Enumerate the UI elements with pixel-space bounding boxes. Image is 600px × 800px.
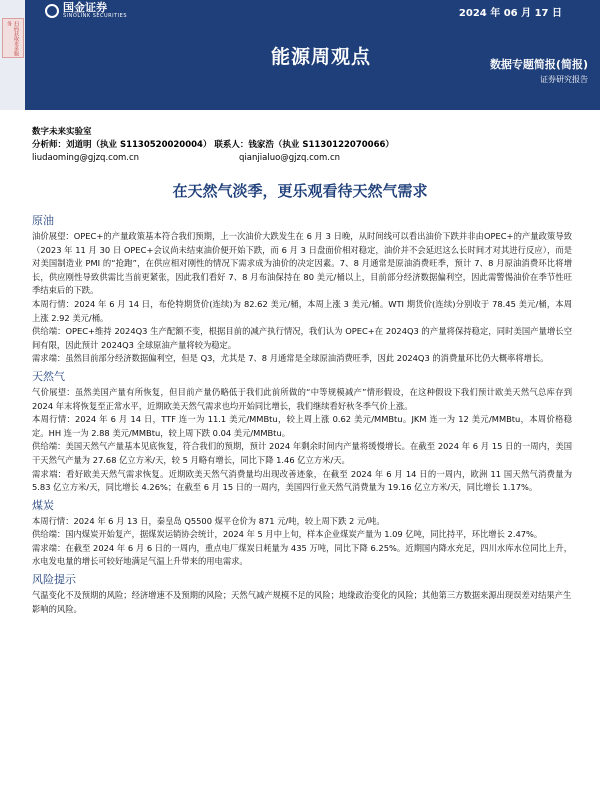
logo-icon — [45, 4, 59, 18]
paragraph: 气价展望：虽然美国产量有所恢复，但目前产量仍略低于我们此前所做的“中等规模减产”情形假设，在这种假设下我们预计欧美天然气总库存到 2024 年末将恢复至正常水平，近期欧美天然气需求也均开始同比增长，我们继续看好秋冬季气价上涨。 — [32, 386, 572, 411]
section-title: 风险提示 — [32, 573, 76, 587]
report-body — [32, 210, 572, 616]
paragraph: 需求端：虽然目前部分经济数据偏利空，但是 Q3，尤其是 7、8 月通常是全球原油消费旺季，因此 2024Q3 的消费量环比仍大概率将增长。 — [32, 353, 549, 364]
seal-text: 扫码获取更多服务 — [6, 21, 19, 56]
paragraph: 供给端：美国天然气产量基本见底恢复，符合我们的预期，预计 2024 年剩余时间内产量将缓慢增长。在截至 2024 年 6 月 15 日的一周内，美国干天然气产量为 27.68 亿立方米/天，较 5 月略有增长，同比下降 1.46 亿立方米/天。 — [32, 441, 572, 465]
section-title: 天然气 — [32, 369, 65, 383]
paragraph: 供给端：OPEC+维持 2024Q3 生产配额不变，根据目前的减产执行情况，我们认为 OPEC+在 2024Q3 的产量将保持稳定，同时美国产量增长空间有限，因此预计 2024Q3 全球原油产量将较为稳定。 — [32, 326, 572, 350]
section-coal — [32, 497, 572, 569]
brand-name-en: SINOLINK SECURITIES — [63, 13, 127, 19]
report-header — [25, 0, 600, 110]
paragraph: 本周行情：2024 年 6 月 14 日，布伦特期货价(连续)为 82.62 美元/桶，本周上涨 3 美元/桶。WTI 期货价(连续)分别收于 78.45 美元/桶，本周上涨 2.92 美元/桶。 — [32, 298, 572, 323]
paragraph: 气温变化不及预期的风险；经济增速不及预期的风险；天然气减产规模不足的风险；地缘政治变化的风险；其他第三方数据来源出现误差对结果产生影响的风险。 — [32, 590, 572, 614]
main-headline: 在天然气淡季，更乐观看待天然气需求 — [172, 182, 428, 200]
brand-name: 国金证券 — [63, 1, 107, 14]
analyst-block — [32, 126, 394, 165]
qr-seal — [2, 18, 24, 58]
report-type: 数据专题简报(简报) — [489, 58, 588, 71]
paragraph: 本周行情：2024 年 6 月 13 日，秦皇岛 Q5500 煤平仓价为 871 元/吨，较上周下跌 2 元/吨。 — [32, 515, 385, 526]
lab-name: 数字未来实验室 — [32, 127, 92, 137]
report-subtype: 证券研究报告 — [540, 75, 588, 84]
paragraph: 需求端：在截至 2024 年 6 月 6 日的一周内，重点电厂煤炭日耗量为 435 万吨，同比下降 6.25%。近期国内降水充足，四川水库水位同比上升，水电发电量的增长可较好地满足气温上升带来的用电需求。 — [32, 542, 572, 567]
report-title: 能源周观点 — [271, 46, 372, 68]
section-natural-gas — [32, 368, 572, 495]
section-crude-oil — [32, 212, 572, 366]
section-title: 煤炭 — [32, 498, 54, 512]
paragraph: 油价展望：OPEC+的产量政策基本符合我们预期，上一次油价大跌发生在 6 月 3 日晚，从时间线可以看出油价下跌并非由OPEC+的产量政策导致（2023 年 11 月 30 日 OPEC+会议尚未结束油价便开始下跌，而 6 月 3 日盘面价相对稳定，油价并不会延迟这么长时间才对其进行反应），而是对美国制造业 PMI 的“抢跑”，在供应相对刚性的情况下需求成为油价的决定因素。7、8 月通常是原油消费旺季，预计 7、8 月原油消费环比将增长，供应刚性导致供需比当前更紧张，因此我们看好 7、8 月布油保持在 80 美元/桶以上，目前部分经济数据偏利空，因此需警惕油价在季节性旺季结束后的下跌。 — [32, 231, 572, 296]
section-title: 原油 — [32, 214, 54, 227]
brand-logo — [45, 2, 127, 20]
analyst-line: 分析师：刘道明（执业 S1130520020004） 联系人：钱家浩（执业 S1130122070066） — [32, 140, 394, 150]
paragraph: 供给端：国内煤炭开始复产，据煤炭运销协会统计，2024 年 5 月中上旬，样本企业煤炭产量为 1.09 亿吨，同比持平，环比增长 2.47%。 — [32, 529, 543, 540]
report-date: 2024 年 06 月 17 日 — [458, 8, 562, 19]
paragraph: 需求端：看好欧美天然气需求恢复。近期欧美天然气消费量均出现改善迹象，在截至 2024 年 6 月 14 日的一周内，欧洲 11 国天然气消费量为 5.83 亿立方米/天，同比增长 4.26%；在截至 6 月 15 日的一周内，美国四行业天然气消费量为 19.16 亿立方米/天，同比增长 1.17%。 — [32, 468, 572, 493]
analyst-emails: liudaoming@gjzq.com.cn qianjialuo@gjzq.com.cn — [32, 153, 341, 163]
section-risk — [32, 571, 572, 616]
paragraph: 本周行情：2024 年 6 月 14 日，TTF 连一为 11.1 美元/MMBtu，较上周上涨 0.62 美元/MMBtu。JKM 连一为 12 美元/MMBtu，本周价格稳定。HH 连一为 2.88 美元/MMBtu，较上周下跌 0.04 美元/MMBtu。 — [32, 414, 572, 438]
